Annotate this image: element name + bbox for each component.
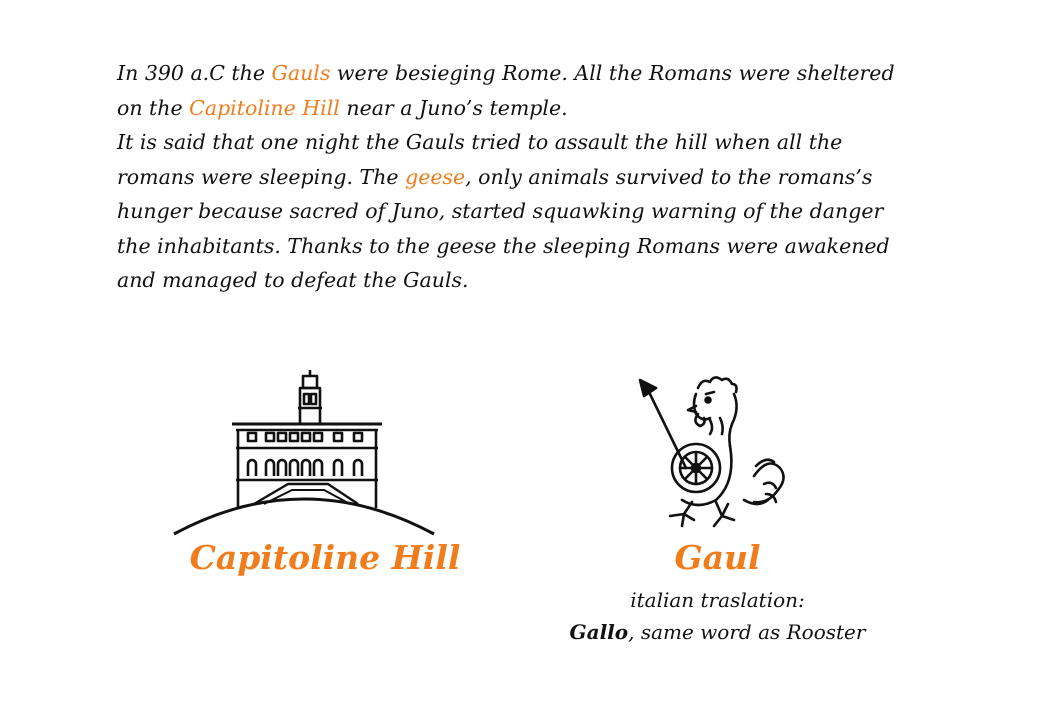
- highlighted-term: Capitoline Hill: [189, 95, 340, 120]
- story-text: and managed to defeat the Gauls.: [117, 268, 469, 292]
- story-line: [117, 263, 947, 298]
- highlighted-term: geese: [405, 164, 466, 189]
- story-text: near a Juno’s temple.: [339, 95, 568, 120]
- story-line: [117, 91, 947, 126]
- capitoline-hill-building-icon: [170, 368, 438, 540]
- translation-word: Gallo: [569, 620, 629, 644]
- story-text: In 390 a.C the: [117, 61, 272, 85]
- story-line: [117, 125, 947, 160]
- highlighted-term: Gauls: [271, 61, 331, 85]
- translation-text: [540, 620, 895, 644]
- story-text: were besieging Rome. All the Romans were sheltered: [330, 61, 895, 85]
- story-line: [117, 160, 947, 195]
- story-paragraph: [117, 56, 947, 298]
- capitoline-hill-caption: Capitoline Hill: [189, 538, 461, 577]
- story-text: hunger because sacred of Juno, started squawking warning of the danger: [117, 199, 884, 223]
- rooster-warrior-icon: [636, 372, 800, 538]
- story-line: [117, 229, 947, 264]
- story-text: on the: [117, 95, 190, 120]
- story-text: It is said that one night the Gauls tried to assault the hill when all the: [117, 130, 843, 154]
- translation-rest: , same word as Rooster: [628, 620, 866, 644]
- story-line: [117, 194, 947, 229]
- story-text: , only animals survived to the romans’s: [465, 164, 873, 189]
- translation-label: italian traslation:: [630, 588, 805, 612]
- story-line: [117, 56, 947, 91]
- gaul-caption: Gaul: [674, 538, 761, 577]
- story-text: the inhabitants. Thanks to the geese the sleeping Romans were awakened: [117, 233, 890, 258]
- story-text: romans were sleeping. The: [117, 164, 406, 189]
